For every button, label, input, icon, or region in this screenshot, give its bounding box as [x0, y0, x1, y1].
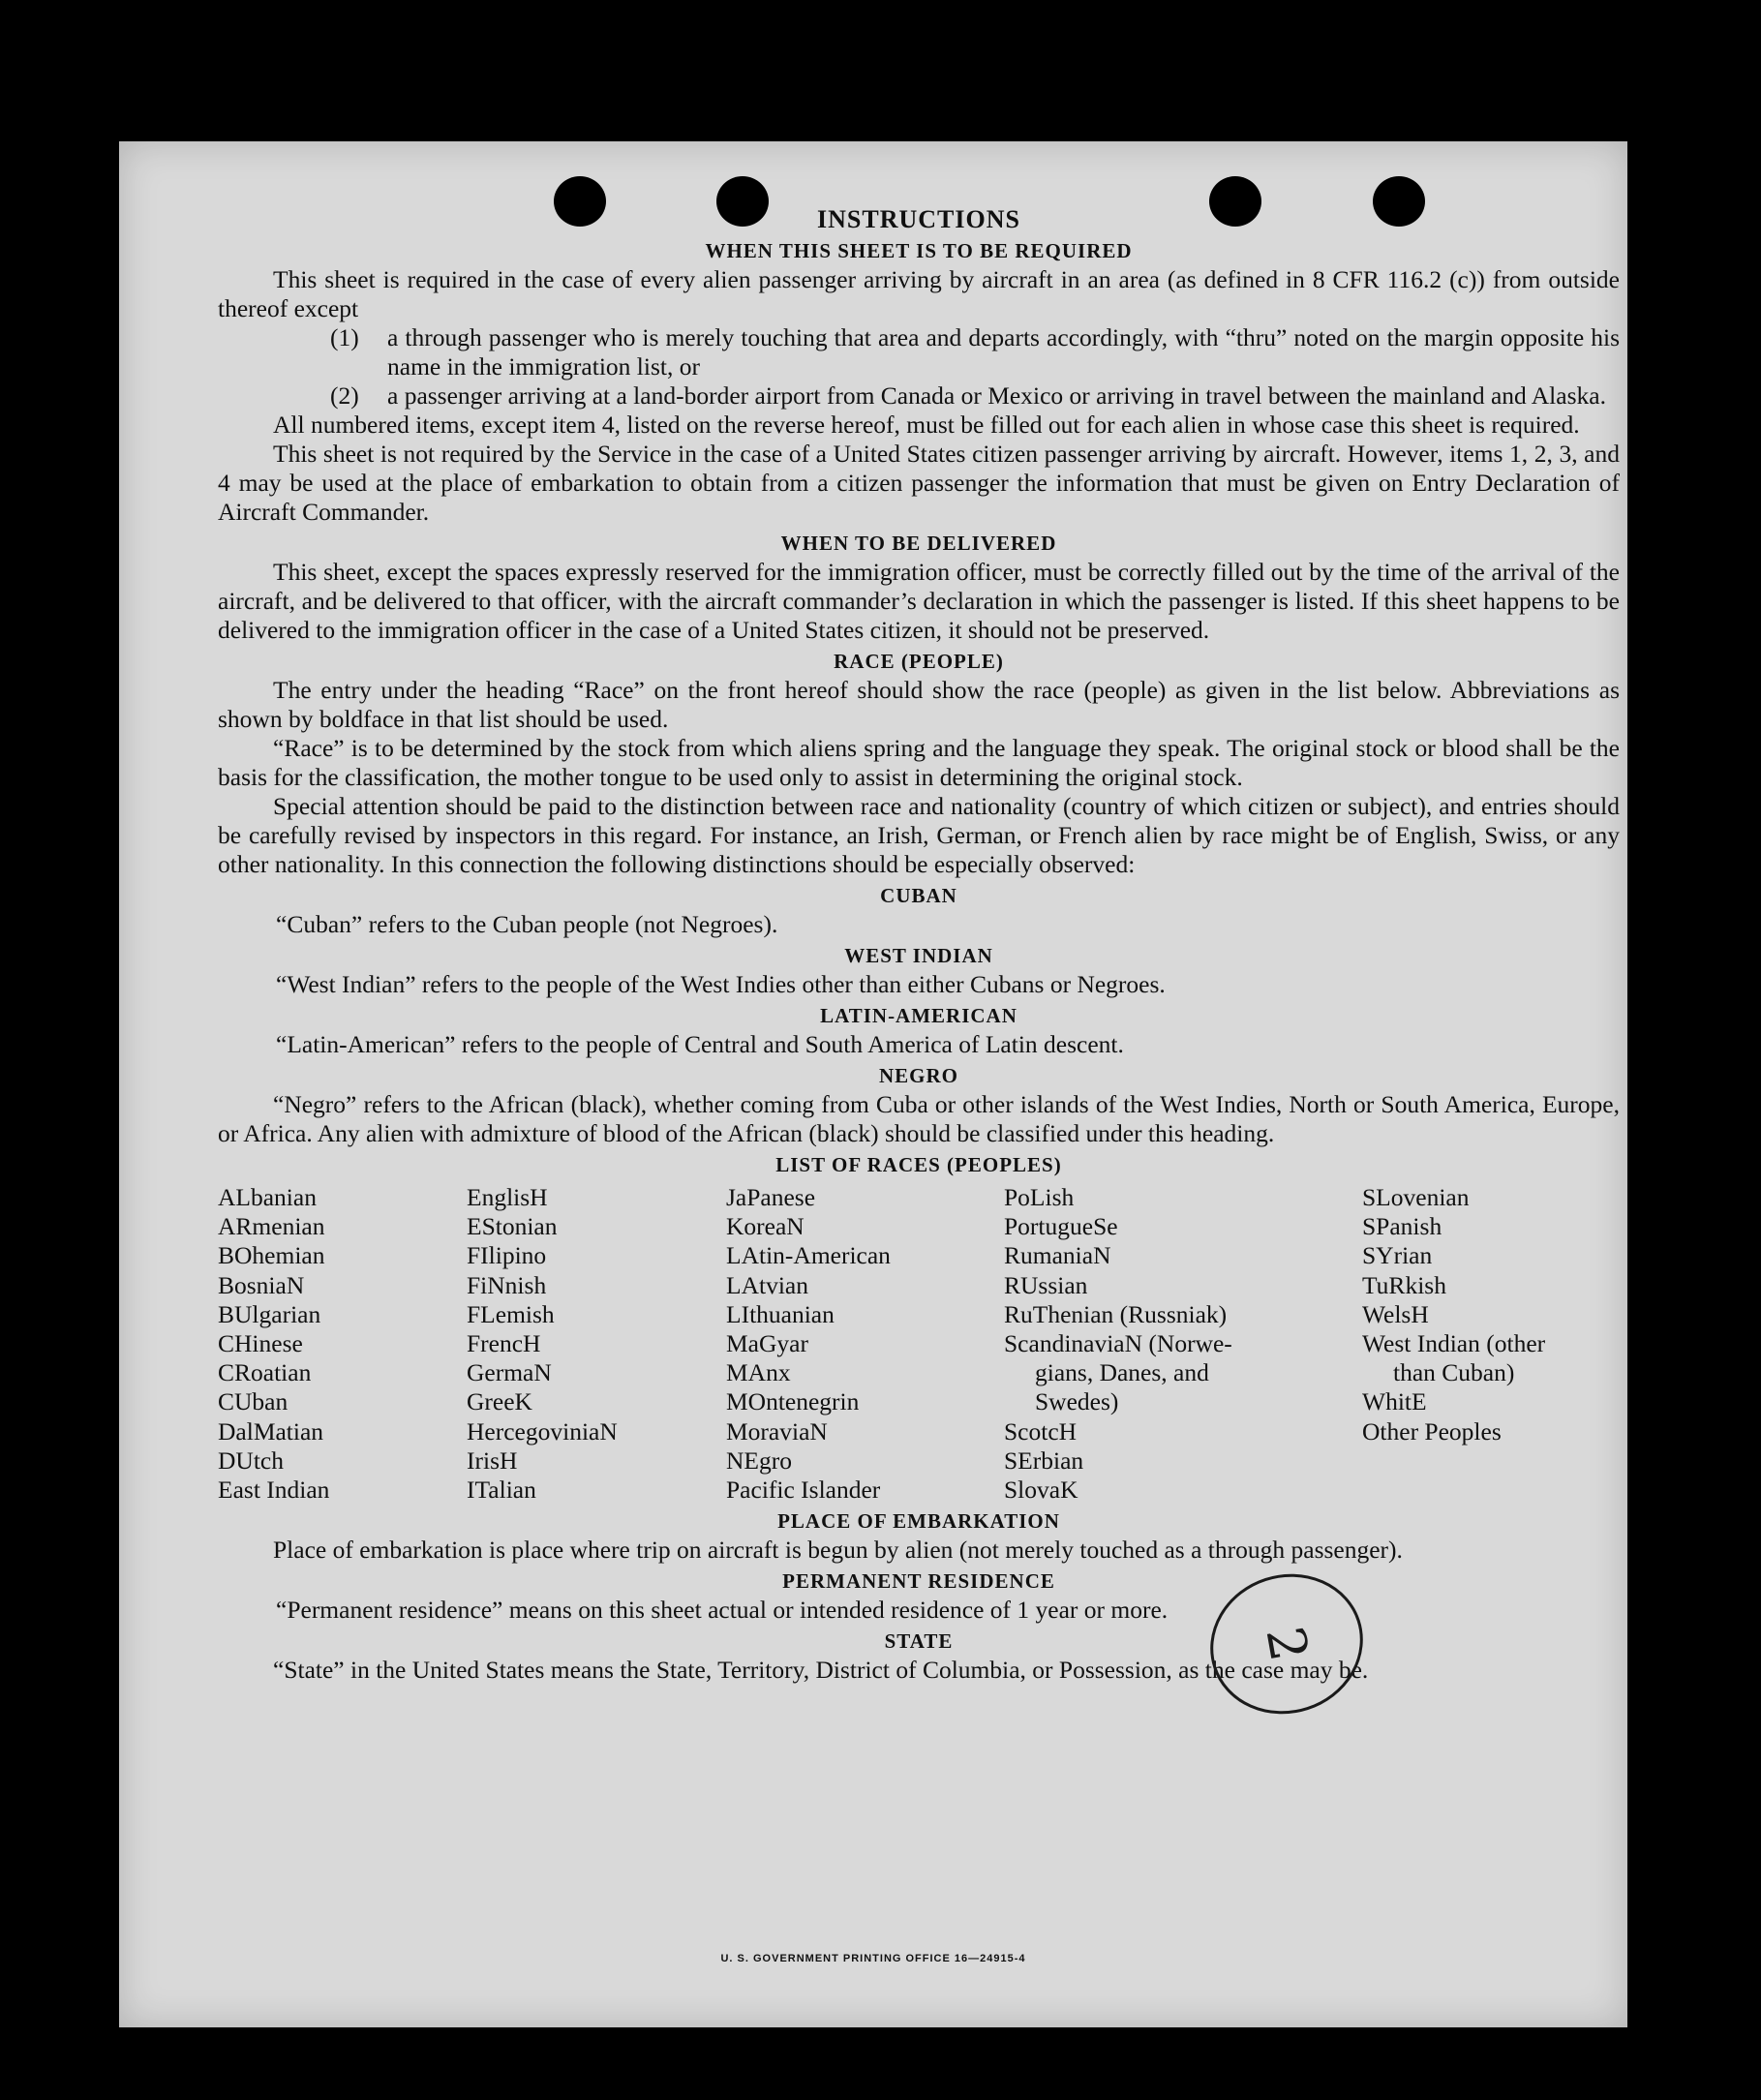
race-entry: LAtin-American [726, 1241, 891, 1270]
race-heading: RACE (PEOPLE) [834, 650, 1004, 673]
when-delivered-heading: WHEN TO BE DELIVERED [780, 532, 1057, 555]
races-column [1362, 1183, 1620, 1505]
race-entry: GreeK [467, 1387, 532, 1416]
race-entry: KoreaN [726, 1212, 805, 1241]
races-list [218, 1183, 1620, 1505]
race-entry: RuThenian (Russniak) [1004, 1299, 1228, 1328]
definition-heading: LATIN-AMERICAN [820, 1004, 1017, 1027]
race-entry: ITalian [467, 1475, 536, 1504]
race-entry: gians, Danes, and [1035, 1358, 1209, 1387]
form-sheet [119, 141, 1627, 2027]
race-entry: SPanish [1362, 1212, 1442, 1241]
exception-number: (1) [330, 323, 359, 351]
race-entry: Pacific Islander [726, 1475, 881, 1504]
race-paragraph: The entry under the heading “Race” on the front hereof should show the race (people) as given in the list below. Abbreviations as shown by boldface in that list should be used. [218, 676, 1620, 733]
race-entry: FIlipino [467, 1241, 547, 1270]
definition-heading: CUBAN [880, 884, 957, 907]
race-entry: than Cuban) [1393, 1358, 1515, 1387]
race-entry: BUlgarian [218, 1299, 321, 1328]
instructions-content [218, 205, 1620, 1685]
race-entry: LAtvian [726, 1270, 808, 1299]
instructions-title: INSTRUCTIONS [817, 205, 1020, 233]
race-entry: FrencH [467, 1328, 541, 1357]
definition-text: “Cuban” refers to the Cuban people (not Negroes). [276, 910, 778, 938]
race-entry: MaGyar [726, 1328, 808, 1357]
race-entry: ScandinaviaN (Norwe- [1004, 1328, 1232, 1357]
race-entry: SYrian [1362, 1241, 1433, 1270]
race-entry: JaPanese [726, 1183, 816, 1211]
race-entry: MAnx [726, 1358, 791, 1387]
exception-item [218, 381, 1620, 411]
race-entry: PortugueSe [1004, 1212, 1118, 1241]
race-entry: WelsH [1362, 1299, 1429, 1328]
race-entry: West Indian (other [1362, 1328, 1546, 1357]
definition-text: “Negro” refers to the African (black), whether coming from Cuba or other islands of the West Indies, North or South America, Europe, or Africa. Any alien with admixture of blood of the African (black) should be classified under this heading. [218, 1090, 1620, 1147]
races-column [726, 1183, 1004, 1505]
race-entry: EnglisH [467, 1183, 548, 1211]
race-entry: MOntenegrin [726, 1387, 860, 1416]
exception-number: (2) [330, 381, 359, 410]
race-entry: SLovenian [1362, 1183, 1470, 1211]
race-entry: LIthuanian [726, 1299, 835, 1328]
race-entry: Swedes) [1035, 1387, 1119, 1416]
race-entry: East Indian [218, 1475, 330, 1504]
race-entry: GermaN [467, 1358, 552, 1387]
handwritten-number: 2 [1254, 1622, 1321, 1666]
citizen-note: This sheet is not required by the Service in the case of a United States citizen passenger arriving by aircraft. However, items 1, 2, 3, and 4 may be used at the place of embarkation to obtain from a citizen passenger the information that must be given on Entry Declaration of Aircraft Commander. [218, 440, 1620, 526]
race-entry: DUtch [218, 1446, 284, 1475]
race-entry: HercegoviniaN [467, 1416, 618, 1446]
race-entry: NEgro [726, 1446, 792, 1475]
exception-item [218, 323, 1620, 381]
race-entry: BosniaN [218, 1270, 305, 1299]
races-column [218, 1183, 467, 1505]
embarkation-text: Place of embarkation is place where trip on aircraft is begun by alien (not merely touched as a through passenger). [273, 1536, 1403, 1565]
definition-text: “West Indian” refers to the people of the West Indies other than either Cubans or Negroes. [276, 970, 1166, 998]
race-entry: RUssian [1004, 1270, 1088, 1299]
list-of-races-heading: LIST OF RACES (PEOPLES) [775, 1153, 1062, 1176]
residence-heading: PERMANENT RESIDENCE [782, 1569, 1055, 1594]
printer-line: U. S. GOVERNMENT PRINTING OFFICE 16—24915-4 [720, 1953, 1026, 1964]
state-heading: STATE [884, 1629, 954, 1654]
race-entry: IrisH [467, 1446, 518, 1475]
numbered-items-note: All numbered items, except item 4, listed on the reverse hereof, must be filled out for each alien in whose case this sheet is required. [273, 411, 1580, 439]
race-entry: MoraviaN [726, 1416, 828, 1446]
race-entry: TuRkish [1362, 1270, 1446, 1299]
race-entry: EStonian [467, 1212, 558, 1241]
race-entry: CRoatian [218, 1358, 312, 1387]
race-entry: SlovaK [1004, 1475, 1078, 1504]
race-entry: CUban [218, 1387, 288, 1416]
exception-text: a passenger arriving at a land-border airport from Canada or Mexico or arriving in travel between the mainland and Alaska. [387, 381, 1606, 410]
when-delivered-text: This sheet, except the spaces expressly reserved for the immigration officer, must be correctly filled out by the time of the arrival of the aircraft, and be delivered to that officer, with the aircraft commander’s declaration in which the passenger is listed. If this sheet happens to be delivered to the immigration officer in the case of a United States citizen, it should not be preserved. [218, 558, 1620, 644]
race-entry: Other Peoples [1362, 1416, 1502, 1446]
definition-heading: WEST INDIAN [844, 944, 993, 967]
residence-text: “Permanent residence” means on this sheet actual or intended residence of 1 year or more. [276, 1596, 1169, 1625]
embarkation-heading: PLACE OF EMBARKATION [777, 1509, 1060, 1534]
when-required-intro: This sheet is required in the case of every alien passenger arriving by aircraft in an area (as defined in 8 CFR 116.2 (c)) from outside thereof except [218, 265, 1620, 322]
race-entry: WhitE [1362, 1387, 1427, 1416]
exception-text: a through passenger who is merely touching that area and departs accordingly, with “thru” noted on the margin opposite his name in the immigration list, or [387, 323, 1620, 380]
definition-text: “Latin-American” refers to the people of Central and South America of Latin descent. [276, 1030, 1124, 1058]
races-column [467, 1183, 726, 1505]
handwritten-circle-annotation [1201, 1565, 1376, 1720]
race-entry: RumaniaN [1004, 1241, 1111, 1270]
race-entry: FiNnish [467, 1270, 547, 1299]
race-entry: PoLish [1004, 1183, 1075, 1211]
race-entry: CHinese [218, 1328, 303, 1357]
race-entry: BOhemian [218, 1241, 325, 1270]
race-entry: DalMatian [218, 1416, 324, 1446]
race-paragraph: Special attention should be paid to the distinction between race and nationality (country of which citizen or subject), and entries should be carefully revised by inspectors in this regard. For instance, an Irish, German, or French alien by race might be of English, Swiss, or any other nationality. In this connection the following distinctions should be especially observed: [218, 792, 1620, 878]
state-text: “State” in the United States means the State, Territory, District of Columbia, or Possession, as the case may be. [273, 1656, 1369, 1685]
race-entry: FLemish [467, 1299, 555, 1328]
race-entry: SErbian [1004, 1446, 1084, 1475]
when-required-heading: WHEN THIS SHEET IS TO BE REQUIRED [705, 239, 1133, 262]
races-column [1004, 1183, 1362, 1505]
race-entry: ScotcH [1004, 1416, 1078, 1446]
definition-heading: NEGRO [878, 1064, 958, 1087]
race-paragraph: “Race” is to be determined by the stock from which aliens spring and the language they speak. The original stock or blood shall be the basis for the classification, the mother tongue to be used only to assist in determining the original stock. [218, 734, 1620, 791]
race-entry: ARmenian [218, 1212, 325, 1241]
race-entry: ALbanian [218, 1183, 317, 1211]
